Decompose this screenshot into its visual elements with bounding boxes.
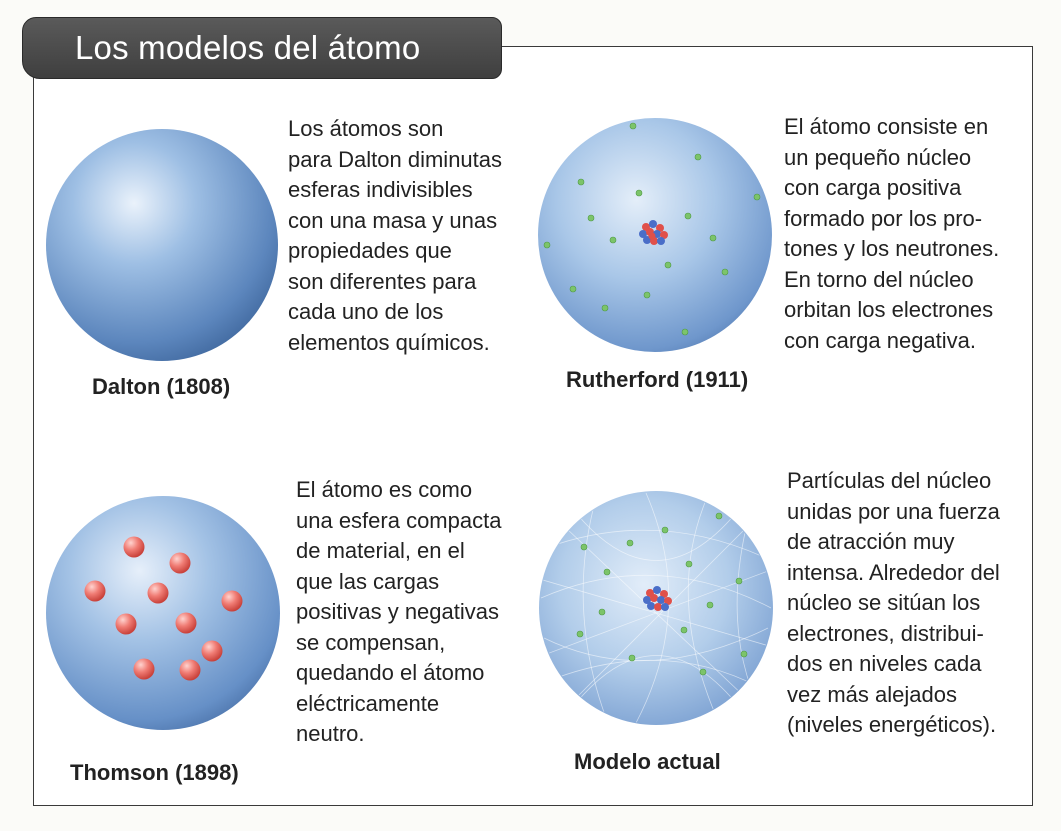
modern-atom-sphere bbox=[536, 488, 776, 728]
thomson-atom-sphere bbox=[43, 493, 283, 733]
section-title-tab bbox=[22, 17, 502, 79]
modern-caption: Modelo actual bbox=[574, 749, 721, 774]
dalton-description: Los átomos son para Dalton diminutas esferas indivisibles con una masa y unas propiedades que son diferentes para cada uno de los elementos químicos. bbox=[288, 116, 503, 355]
dalton-caption: Dalton (1808) bbox=[92, 374, 231, 399]
rutherford-atom-sphere bbox=[535, 115, 775, 355]
rutherford-caption: Rutherford (1911) bbox=[566, 367, 749, 392]
thomson-description: El átomo es como una esfera compacta de material, en el que las cargas positivas y negativas se compensan, quedando el átomo eléctricamente neutro. bbox=[296, 477, 502, 746]
modern-description: Partículas del núcleo unidas por una fuerza de atracción muy intensa. Alrededor del núcleo se sitúan los electrones, distribui- dos en niveles cada vez más alejados (niveles energéticos). bbox=[787, 468, 1000, 737]
dalton-atom-sphere bbox=[42, 125, 282, 365]
rutherford-description: El átomo consiste en un pequeño núcleo con carga positiva formado por los pro- tones y los neutrones. En torno del núcleo orbitan los electrones con carga negativa. bbox=[784, 114, 1000, 353]
thomson-caption: Thomson (1898) bbox=[70, 760, 239, 785]
page-title: Los modelos del átomo bbox=[75, 29, 421, 66]
